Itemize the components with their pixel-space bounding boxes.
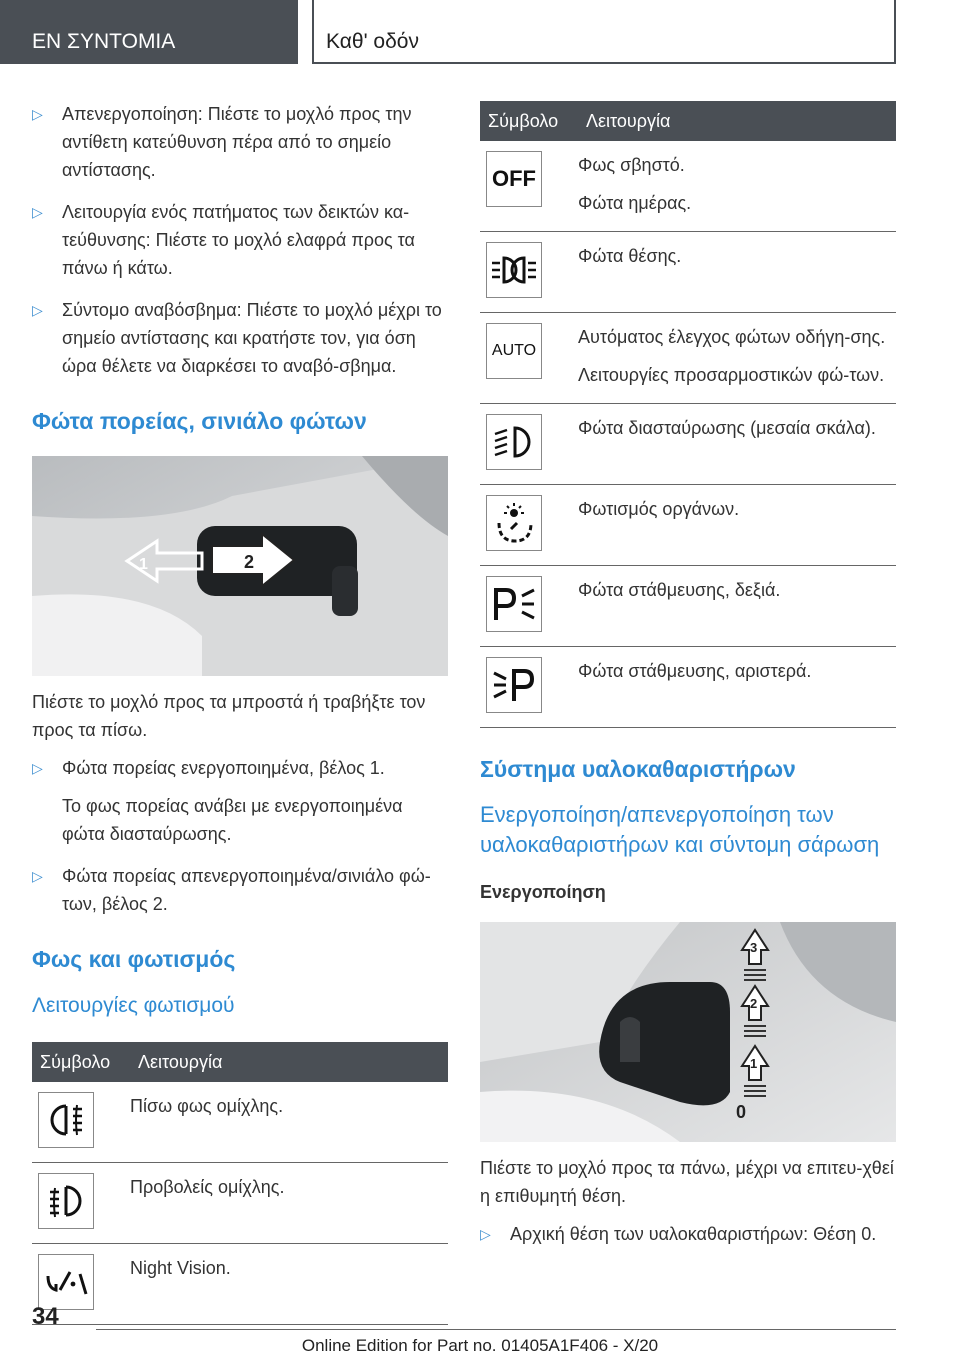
function-text: Φώτα ημέρας.: [578, 193, 692, 213]
triangle-bullet-icon: ▷: [32, 760, 43, 776]
left-column: [32, 100, 448, 1325]
lights-off-icon: OFF: [486, 151, 542, 207]
function-text: Προβολείς ομίχλης.: [130, 1177, 285, 1197]
function-text: Λειτουργίες προσαρμοστικών φώ-των.: [578, 365, 885, 385]
triangle-bullet-icon: ▷: [32, 868, 43, 884]
right-column: [480, 101, 896, 1262]
function-text: Φώτα στάθμευσης, αριστερά.: [578, 661, 812, 681]
wiper-heading: Σύστημα υαλοκαθαριστήρων: [480, 756, 796, 782]
function-text: Φωτισμός οργάνων.: [578, 499, 740, 519]
footer-divider: [96, 1329, 896, 1330]
table-row: [480, 404, 896, 485]
wiper-lever-photo: [480, 922, 896, 1142]
table-row: [480, 647, 896, 728]
wiper-list: [480, 1220, 896, 1248]
triangle-bullet-icon: ▷: [480, 1226, 491, 1242]
lever-paragraph: Πιέστε το μοχλό προς τα μπροστά ή τραβήξτε τον προς τα πίσω.: [32, 692, 426, 740]
svg-text:1: 1: [750, 1056, 758, 1071]
list-item: ▷ Φώτα πορείας απενεργοποιημένα/σινιάλο φώ-των, βέλος 2.: [32, 862, 448, 918]
table-row: [480, 566, 896, 647]
function-text: Night Vision.: [130, 1258, 231, 1278]
high-beam-lever-photo: [32, 456, 448, 676]
list-item: ▷ Απενεργοποίηση: Πιέστε το μοχλό προς την αντίθετη κατεύθυνση πέρα από το σημείο αντίστασης.: [32, 100, 448, 184]
list-item: ▷ Λειτουργία ενός πατήματος των δεικτών κα-τεύθυνσης: Πιέστε το μοχλό ελαφρά προς τα πάνω ή κάτω.: [32, 198, 448, 282]
parking-light-right-icon: [486, 576, 542, 632]
chapter-tab: [312, 0, 896, 64]
table-row: [32, 1163, 448, 1244]
section-title: EN ΣΥΝΤΟΜΙΑ: [32, 30, 176, 53]
page-number: 34: [32, 1303, 59, 1330]
col-symbol: Σύμβολο: [32, 1042, 130, 1082]
front-fog-light-icon: [38, 1173, 94, 1229]
table-row: [32, 1244, 448, 1325]
svg-text:0: 0: [736, 1102, 747, 1122]
function-text: Φώτα διασταύρωσης (μεσαία σκάλα).: [578, 418, 876, 438]
lighting-table-left: [32, 1042, 448, 1325]
table-row: [480, 232, 896, 313]
parking-lights-icon: [486, 242, 542, 298]
lighting-functions-heading: Λειτουργίες φωτισμού: [32, 994, 235, 1017]
parking-light-left-icon: [486, 657, 542, 713]
lights-heading: Φως και φωτισμός: [32, 946, 236, 972]
low-beam-icon: [486, 414, 542, 470]
col-symbol: Σύμβολο: [480, 101, 578, 141]
function-text: Αυτόματος έλεγχος φώτων οδήγη-σης.: [578, 327, 886, 347]
activation-heading: Ενεργοποίηση: [480, 882, 606, 902]
wiper-lever-illustration: [480, 922, 896, 1142]
lighting-table-right: [480, 101, 896, 728]
svg-text:1: 1: [139, 556, 148, 573]
section-tab: [0, 0, 298, 64]
list-item: ▷ Σύντομο αναβόσβημα: Πιέστε το μοχλό μέχρι το σημείο αντίστασης και κρατήστε τον, για όση ώρα θέλετε να διαρκέσει το αναβό-σβημα.: [32, 296, 448, 380]
svg-text:2: 2: [750, 996, 758, 1011]
turn-signal-list: [32, 100, 448, 380]
wiper-subheading: Ενεργοποίηση/απενεργοποίηση των υαλοκαθαριστήρων και σύντομη σάρωση: [480, 802, 880, 857]
auto-lights-icon: AUTO: [486, 323, 542, 379]
function-text: Φως σβηστό.: [578, 155, 685, 175]
high-beam-list-2: [32, 862, 448, 918]
rear-fog-light-icon: [38, 1092, 94, 1148]
table-row: [480, 485, 896, 566]
high-beam-note: Το φως πορείας ανάβει με ενεργοποιημένα φώτα διασταύρωσης.: [62, 796, 403, 844]
function-text: Πίσω φως ομίχλης.: [130, 1096, 284, 1116]
edition-note: Online Edition for Part no. 01405A1F406 - X/20: [301, 1336, 659, 1355]
svg-text:3: 3: [750, 940, 758, 955]
svg-text:2: 2: [244, 552, 255, 572]
headlight-heading: Φώτα πορείας, σινιάλο φώτων: [32, 408, 367, 434]
night-vision-icon: [38, 1254, 94, 1310]
triangle-bullet-icon: ▷: [32, 302, 43, 318]
table-row: [480, 313, 896, 404]
function-text: Φώτα θέσης.: [578, 246, 682, 266]
high-beam-list: [32, 754, 448, 782]
col-function: Λειτουργία: [578, 101, 896, 141]
triangle-bullet-icon: ▷: [32, 106, 43, 122]
chapter-title: Καθ' οδόν: [326, 30, 419, 53]
table-row: [480, 141, 896, 232]
triangle-bullet-icon: ▷: [32, 204, 43, 220]
high-beam-lever-illustration: [32, 456, 448, 676]
wiper-paragraph: Πιέστε το μοχλό προς τα πάνω, μέχρι να επιτευ-χθεί η επιθυμητή θέση.: [480, 1158, 894, 1206]
function-text: Φώτα στάθμευσης, δεξιά.: [578, 580, 781, 600]
col-function: Λειτουργία: [130, 1042, 448, 1082]
list-item: ▷ Φώτα πορείας ενεργοποιημένα, βέλος 1.: [32, 754, 448, 782]
instrument-lighting-icon: [486, 495, 542, 551]
table-row: [32, 1082, 448, 1163]
list-item: ▷ Αρχική θέση των υαλοκαθαριστήρων: Θέση 0.: [480, 1220, 896, 1248]
